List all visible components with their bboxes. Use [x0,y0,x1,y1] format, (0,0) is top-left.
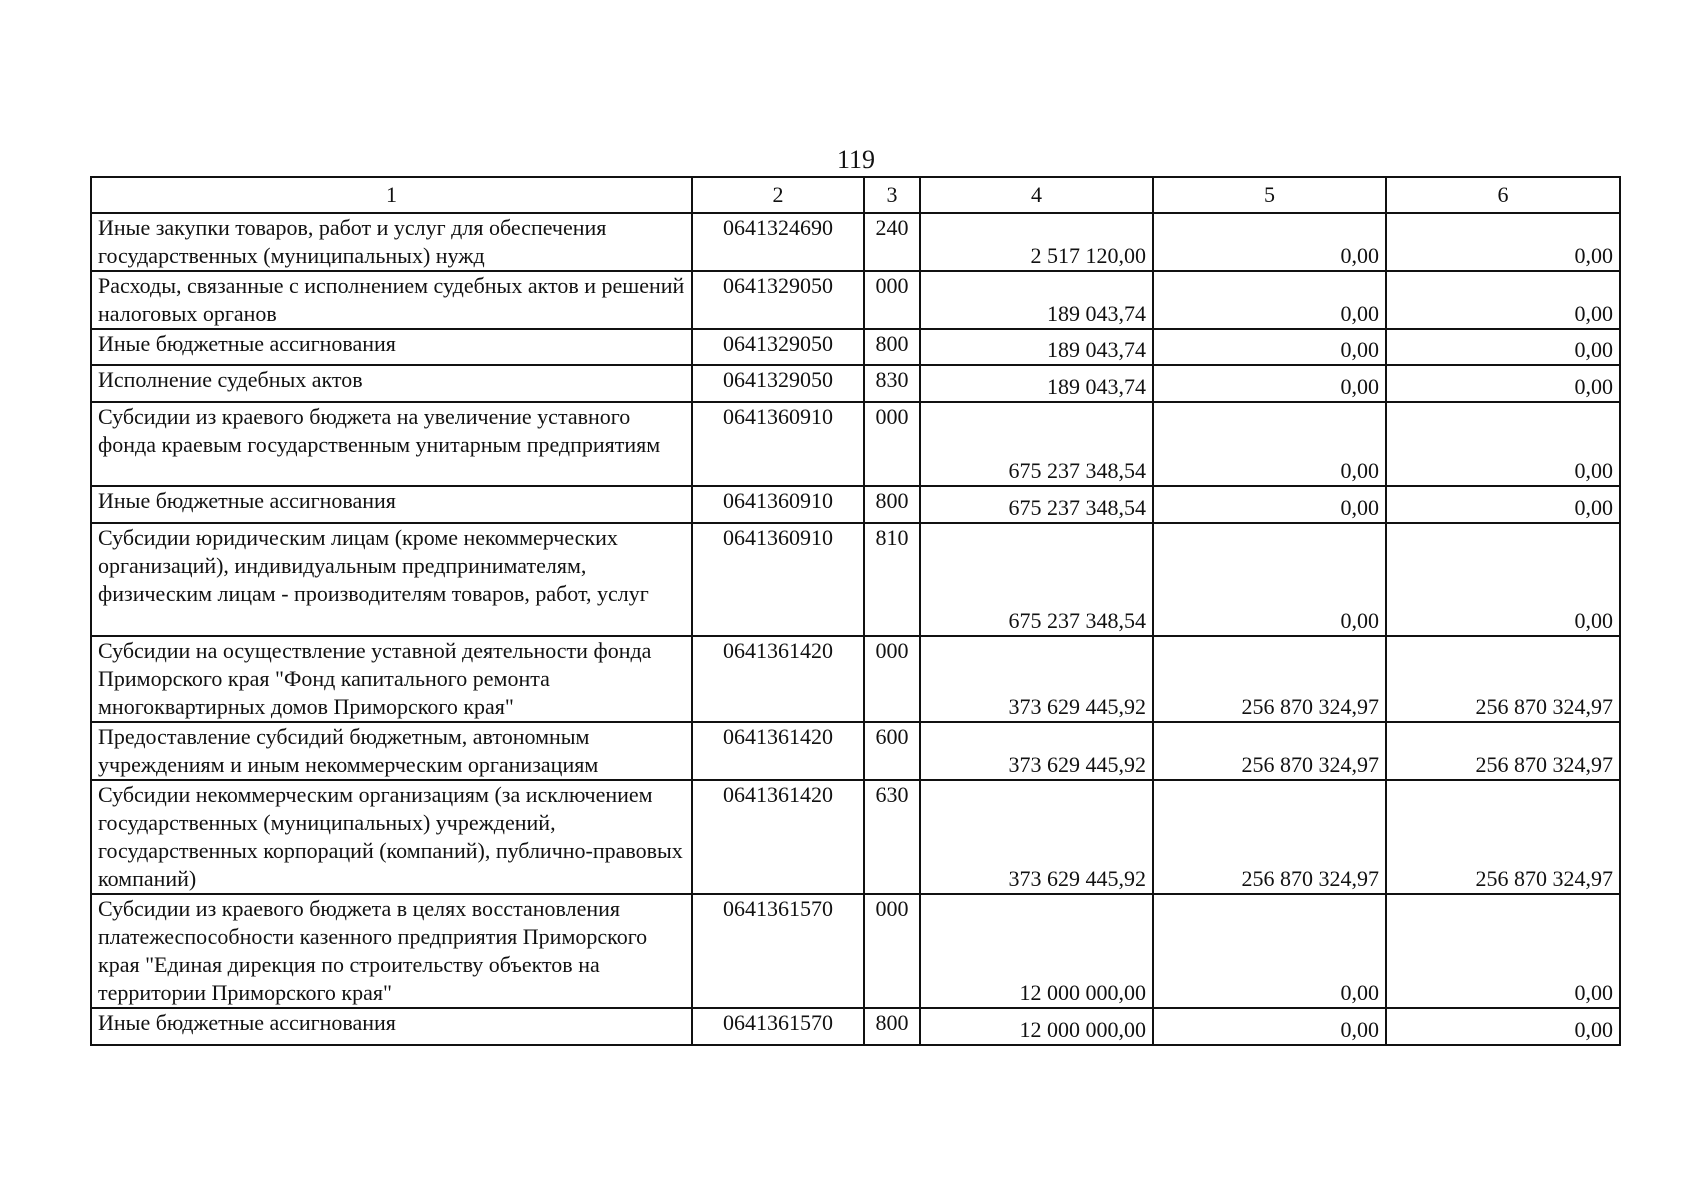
table-row [91,1008,1620,1045]
row-value-5: 256 870 324,97 [1153,722,1386,780]
row-type: 000 [864,894,920,1008]
row-value-6: 0,00 [1386,1008,1620,1045]
row-type: 830 [864,365,920,402]
row-code: 0641361570 [692,894,864,1008]
table-row [91,636,1620,722]
row-code: 0641329050 [692,329,864,365]
table-row [91,402,1620,486]
table-row [91,271,1620,329]
row-name: Субсидии некоммерческим организациям (за исключением государственных (муниципальных) учреждений, государственных корпораций (компаний), публично-правовых компаний) [91,780,692,894]
page-number: 119 [836,145,876,174]
table-row [91,894,1620,1008]
column-header: 3 [864,177,920,213]
row-value-5: 0,00 [1153,213,1386,271]
row-code: 0641329050 [692,271,864,329]
row-value-5: 256 870 324,97 [1153,780,1386,894]
row-code: 0641360910 [692,402,864,486]
row-type: 800 [864,486,920,523]
row-code: 0641329050 [692,365,864,402]
table-row [91,780,1620,894]
budget-table [90,176,1621,1046]
row-code: 0641360910 [692,523,864,636]
row-name: Субсидии из краевого бюджета на увеличение уставного фонда краевым государственным унитарным предприятиям [91,402,692,486]
row-code: 0641361570 [692,1008,864,1045]
row-value-5: 0,00 [1153,523,1386,636]
row-code: 0641361420 [692,636,864,722]
row-value-4: 189 043,74 [920,271,1153,329]
table-row [91,486,1620,523]
row-type: 600 [864,722,920,780]
row-code: 0641324690 [692,213,864,271]
row-value-5: 0,00 [1153,402,1386,486]
row-value-5: 0,00 [1153,894,1386,1008]
row-type: 800 [864,329,920,365]
row-value-6: 256 870 324,97 [1386,636,1620,722]
row-value-4: 2 517 120,00 [920,213,1153,271]
row-value-6: 0,00 [1386,402,1620,486]
row-value-4: 12 000 000,00 [920,1008,1153,1045]
column-header: 1 [91,177,692,213]
row-name: Иные закупки товаров, работ и услуг для обеспечения государственных (муниципальных) нужд [91,213,692,271]
row-value-4: 675 237 348,54 [920,486,1153,523]
row-value-6: 256 870 324,97 [1386,722,1620,780]
row-type: 630 [864,780,920,894]
row-value-6: 0,00 [1386,329,1620,365]
row-value-5: 0,00 [1153,329,1386,365]
row-name: Иные бюджетные ассигнования [91,329,692,365]
table-row [91,523,1620,636]
row-value-6: 0,00 [1386,486,1620,523]
row-type: 810 [864,523,920,636]
row-name: Иные бюджетные ассигнования [91,486,692,523]
row-value-6: 0,00 [1386,523,1620,636]
row-value-5: 0,00 [1153,486,1386,523]
row-code: 0641360910 [692,486,864,523]
row-name: Субсидии из краевого бюджета в целях восстановления платежеспособности казенного предприятия Приморского края "Единая дирекция по строительству объектов на территории Приморского края" [91,894,692,1008]
row-name: Субсидии на осуществление уставной деятельности фонда Приморского края "Фонд капитального ремонта многоквартирных домов Приморского края" [91,636,692,722]
row-type: 000 [864,402,920,486]
row-value-5: 256 870 324,97 [1153,636,1386,722]
row-value-5: 0,00 [1153,1008,1386,1045]
row-value-5: 0,00 [1153,365,1386,402]
row-name: Исполнение судебных актов [91,365,692,402]
column-header: 5 [1153,177,1386,213]
column-header: 4 [920,177,1153,213]
row-value-4: 189 043,74 [920,365,1153,402]
column-header: 2 [692,177,864,213]
table-row [91,365,1620,402]
row-value-4: 675 237 348,54 [920,523,1153,636]
header-row [91,177,1620,213]
row-code: 0641361420 [692,722,864,780]
row-name: Иные бюджетные ассигнования [91,1008,692,1045]
row-value-4: 12 000 000,00 [920,894,1153,1008]
table-row [91,722,1620,780]
row-value-6: 0,00 [1386,894,1620,1008]
row-type: 240 [864,213,920,271]
table-row [91,329,1620,365]
row-value-5: 0,00 [1153,271,1386,329]
row-type: 000 [864,636,920,722]
row-value-6: 256 870 324,97 [1386,780,1620,894]
row-value-4: 675 237 348,54 [920,402,1153,486]
row-type: 000 [864,271,920,329]
row-value-6: 0,00 [1386,271,1620,329]
row-code: 0641361420 [692,780,864,894]
row-name: Расходы, связанные с исполнением судебных актов и решений налоговых органов [91,271,692,329]
row-value-4: 189 043,74 [920,329,1153,365]
row-type: 800 [864,1008,920,1045]
row-value-4: 373 629 445,92 [920,722,1153,780]
row-value-6: 0,00 [1386,365,1620,402]
row-value-4: 373 629 445,92 [920,636,1153,722]
column-header: 6 [1386,177,1620,213]
row-name: Субсидии юридическим лицам (кроме некоммерческих организаций), индивидуальным предпринимателям, физическим лицам - производителям товаров, работ, услуг [91,523,692,636]
table-row [91,213,1620,271]
row-name: Предоставление субсидий бюджетным, автономным учреждениям и иным некоммерческим организациям [91,722,692,780]
row-value-4: 373 629 445,92 [920,780,1153,894]
row-value-6: 0,00 [1386,213,1620,271]
